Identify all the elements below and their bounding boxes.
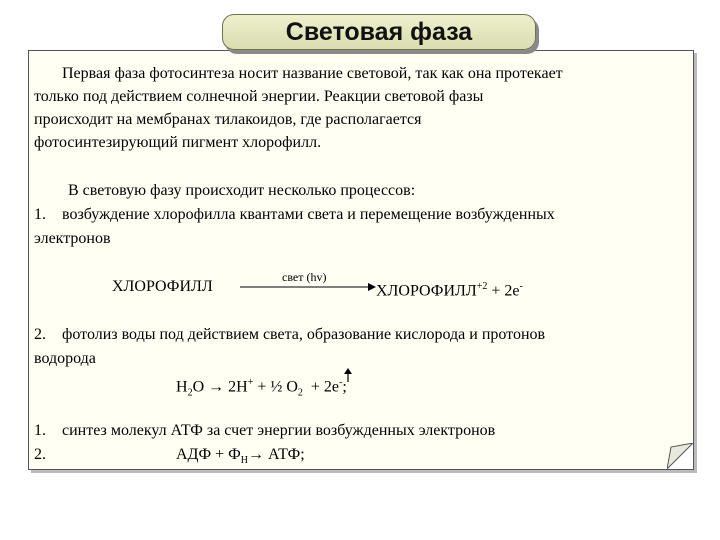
- reaction2-arrow-icon: →: [208, 378, 225, 396]
- item2-number: 2.: [34, 326, 46, 343]
- reaction1-electrons: + 2е: [491, 282, 520, 300]
- reaction1-right-text: ХЛОРОФИЛЛ: [376, 282, 477, 300]
- reaction1-left: ХЛОРОФИЛЛ: [112, 278, 213, 295]
- para1-line3: происходит на мембранах тилакоидов, где располагается: [34, 111, 422, 128]
- reaction1-right: [376, 277, 523, 301]
- item1-line2: электронов: [34, 230, 111, 247]
- item4-adf: АДФ + Ф: [176, 446, 241, 463]
- item3-number: 1.: [34, 422, 46, 439]
- reaction1-electron-sign: -: [519, 281, 523, 292]
- reaction2-o: O: [192, 378, 205, 396]
- reaction1-right-charge: +2: [476, 281, 488, 292]
- item1-line1: возбуждение хлорофилла квантами света и перемещение возбужденных: [62, 206, 555, 223]
- item2-line1: фотолиз воды под действием света, образование кислорода и протонов: [62, 326, 546, 343]
- para1-line2: только под действием солнечной энергии. Реакции световой фазы: [34, 88, 484, 105]
- item4-atf: АТФ;: [268, 446, 305, 463]
- para2-intro: В световую фазу происходит несколько процессов:: [68, 182, 416, 199]
- reaction2-h: H: [176, 378, 188, 396]
- item4-arrow-icon: →: [248, 446, 265, 463]
- para1-line4: фотосинтезирующий пигмент хлорофилл.: [34, 134, 322, 151]
- reaction1-condition: свет (hv): [282, 270, 327, 284]
- reaction2-h-charge: +: [247, 377, 254, 388]
- para1-line1: Первая фаза фотосинтеза носит название световой, так как она протекает: [62, 65, 563, 82]
- page-title: Световая фаза: [222, 14, 536, 50]
- item4-f-sub: Н: [240, 455, 249, 467]
- reaction2-2h: 2H: [228, 378, 248, 396]
- oxygen-release-arrow-icon: [343, 368, 353, 382]
- item2-line2: водорода: [34, 350, 96, 367]
- reaction2-o2-sub: 2: [297, 387, 303, 399]
- page-curl-icon: [667, 443, 693, 469]
- reaction1-arrow-icon: [240, 282, 376, 292]
- reaction2-equation: [176, 373, 347, 404]
- item4-number: 2.: [34, 446, 46, 463]
- item1-number: 1.: [34, 206, 46, 223]
- reaction2-semicolon: ;: [342, 378, 347, 396]
- item3-text: синтез молекул АТФ за счет энергии возбужденных электронов: [62, 422, 496, 439]
- reaction2-electrons: + 2е: [310, 378, 340, 396]
- item4-equation: [176, 445, 305, 471]
- reaction2-h-sub: 2: [187, 387, 193, 399]
- reaction2-electron-sign: -: [339, 377, 343, 388]
- reaction2-half-o: + ½ O: [257, 378, 298, 396]
